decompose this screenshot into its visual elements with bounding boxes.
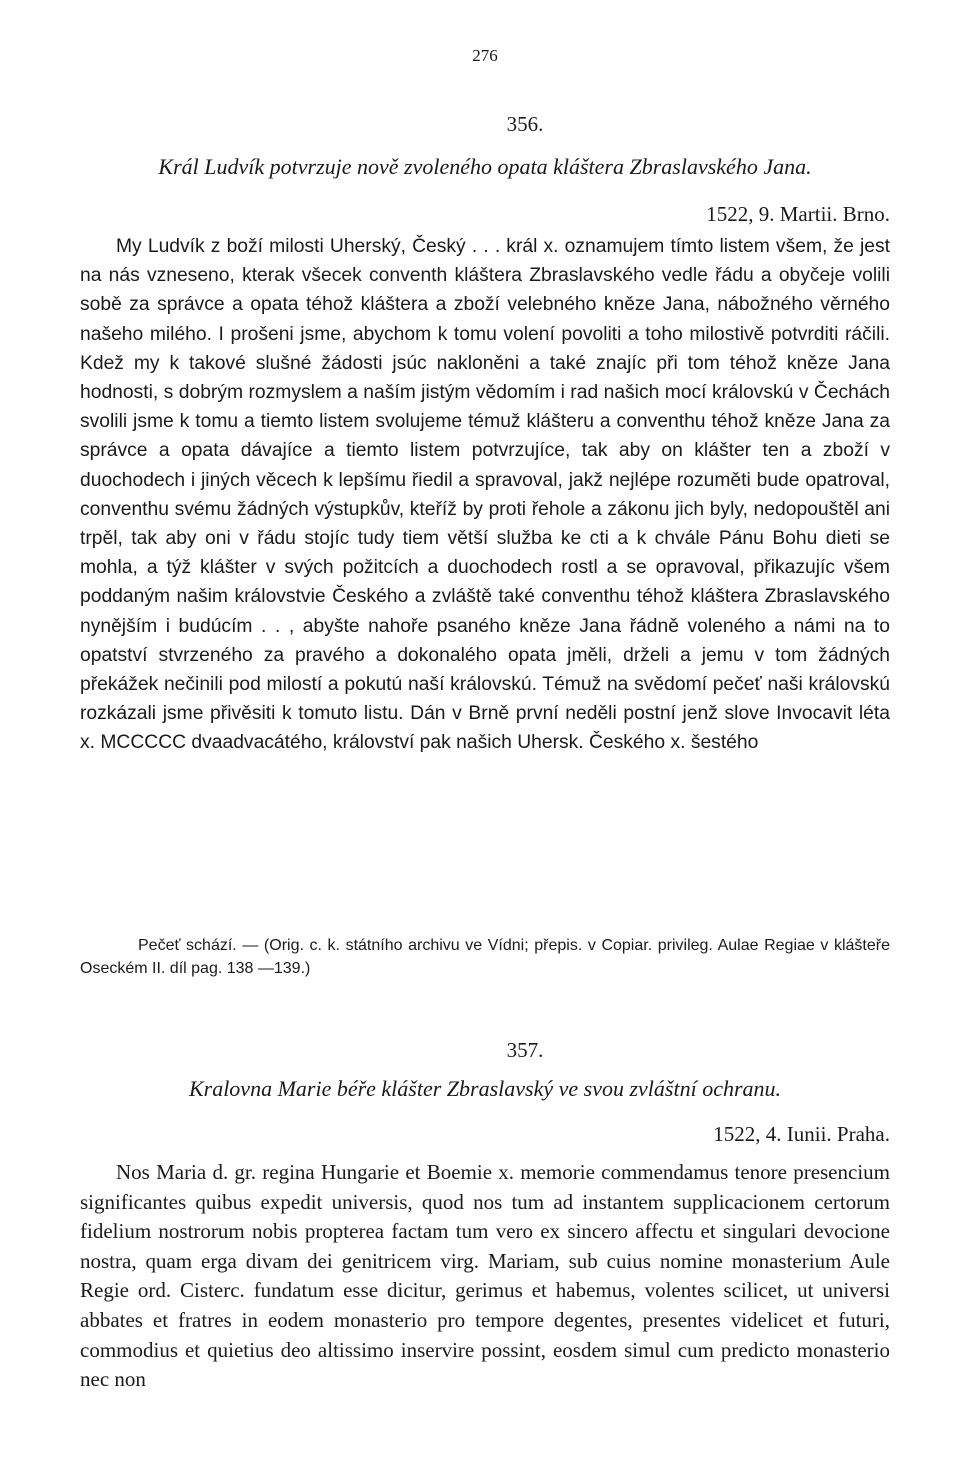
document-date: 1522, 9. Martii. Brno. [706, 202, 890, 226]
document-body: Nos Maria d. gr. regina Hungarie et Boemie x. memorie commendamus tenore presencium significantes quibus expedit universis, quod nos tum ad instantem supplicacionem certorum fidelium nostrorum nobis propterea factam tum vero ex sincero affectu et singulari devocione nostra, quam erga divam dei genitricem virg. Mariam, sub cuius nomine monasterium Aule Regie ord. Cisterc. fundatum esse dicitur, gerimus et habemus, volentes scilicet, ut universi abbates et fratres in eodem monasterio pro tempore degentes, presentes videlicet et futuri, commodius et quietius deo altissimo inservire possint, eosdem simul cum predicto monasterio nec non [80, 1160, 890, 1392]
document-heading: Král Ludvík potvrzuje nově zvoleného opata kláštera Zbraslavského Jana. [158, 154, 812, 179]
document-number: 357. [506, 1038, 544, 1062]
archival-note: Pečeť schází. — (Orig. c. k. státního archivu ve Vídni; přepis. v Copiar. privileg. Aulae Regiae v klášteře Oseckém II. díl pag. 138 —139.) [80, 937, 890, 977]
document-heading: Kralovna Marie béře klášter Zbraslavský ve svou zvláštní ochranu. [188, 1076, 782, 1101]
document-body: My Ludvík z boží milosti Uherský, Český . . . král x. oznamujem tímto listem všem, že jest na nás vzneseno, kterak všecek conventh kláštera Zbraslavského vedle řádu a obyčeje volili sobě za správce a opata téhož kláštera a zboží velebného kněze Jana, nábožného věrného našeho milého. I prošeni jsme, abychom k tomu volení povoliti a toho milostivě potvrditi ráčili. Kdež my k takové slušné žádosti jsúc nakloněni a také znajíc při tom téhož kněze Jana hodnosti, s dobrým rozmyslem a naším jistým vědomím i rad našich mocí královskú v Čechách svolili jsme k tomu a tiemto listem svolujeme témuž klášteru a conventhu téhož kněze Jana za správce a opata dávajíce a tiemto listem potvrzujíce, tak aby on klášter ten a zboží v duochodech i jiných věcech k lepšímu řiedil a spravoval, jakž nejlépe rozuměti bude opatroval, conventhu svému žádných výstupkův, kteříž by proti řehole a zákonu jich byly, nedopouštěl ani trpěl, tak aby oni v řádu stojíc tudy tiem větší služba ke cti a k chvále Pánu Bohu dieti se mohla, a týž klášter v svých požitcích a duochodech rostl a se opravoval, přikazujíc všem poddaným našim královstvie Českého a zvláště také conventhu téhož kláštera Zbraslavského nynějším i budúcím . . , abyšte nahoře psaného kněze Jana řádně voleného a námi na to opatství stvrzeného za pravého a dokonalého opata jměli, drželi a jemu v tom žádných překážek nečinili pod milostí a pokutú naší královskú. Témuž na svědomí pečeť naši královskú rozkázali jsme přivěsiti k tomuto listu. Dán v Brně první neděli postní jenž slove Invocavit léta x. MCCCCC dvaadvacátého, království pak našich Uhersk. Českého x. šestého [80, 236, 890, 754]
document-number: 356. [506, 112, 544, 136]
page-number: 276 [472, 46, 498, 65]
document-date: 1522, 4. Iunii. Praha. [713, 1122, 890, 1146]
